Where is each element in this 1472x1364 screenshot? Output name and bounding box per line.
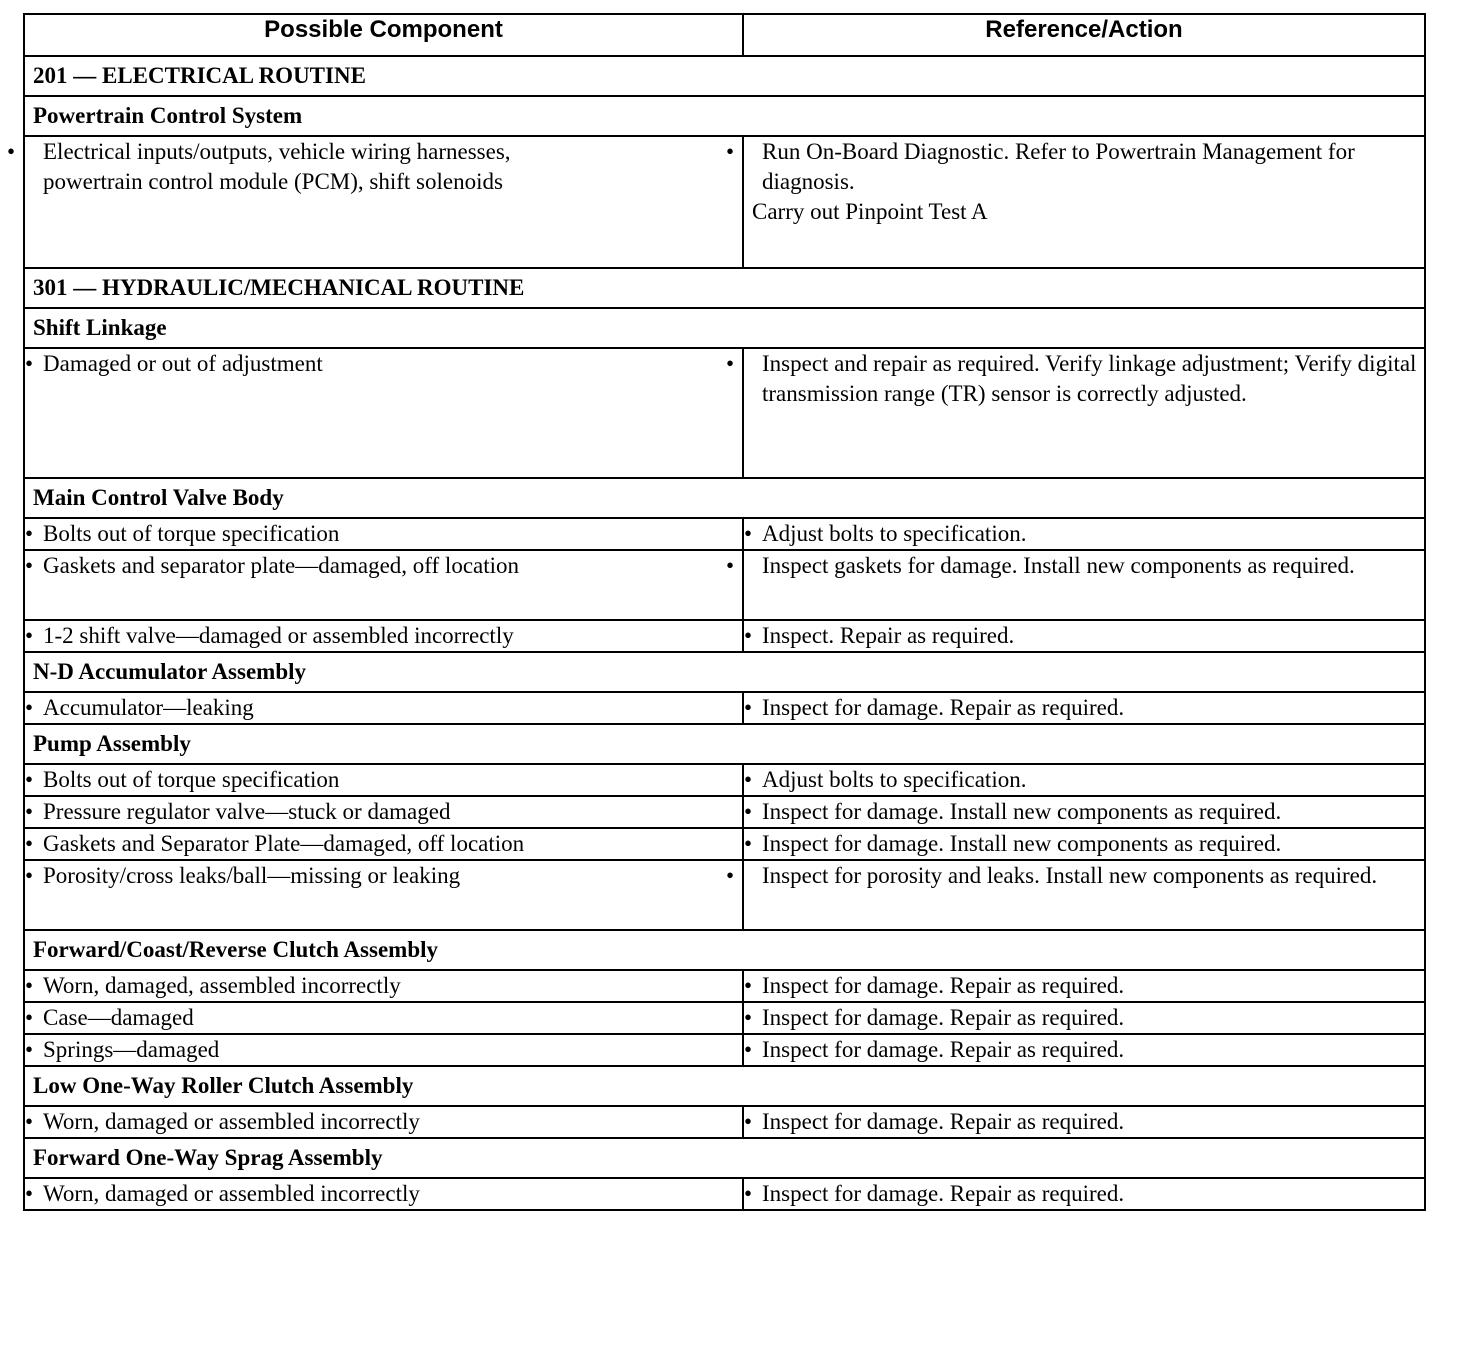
action-text: Inspect for damage. Repair as required. <box>762 1005 1125 1030</box>
action-text: Inspect for damage. Repair as required. <box>762 695 1125 720</box>
table-row <box>24 1178 1425 1210</box>
bullet: • <box>25 767 34 792</box>
component-text: Gaskets and Separator Plate—damaged, off location <box>43 831 525 856</box>
table-row <box>24 828 1425 860</box>
component-cell <box>24 692 743 724</box>
group-row <box>24 96 1425 136</box>
component-cell <box>24 828 743 860</box>
component-text: Worn, damaged or assembled incorrectly <box>43 1181 420 1206</box>
action-cell <box>743 1106 1425 1138</box>
component-cell <box>24 550 743 620</box>
action-cell <box>726 348 1425 478</box>
group-nd-accumulator-assembly: N-D Accumulator Assembly <box>24 652 1425 692</box>
bullet: • <box>25 1181 34 1206</box>
bullet: • <box>744 973 753 998</box>
group-powertrain-control-system: Powertrain Control System <box>24 96 1425 136</box>
group-row <box>24 478 1425 518</box>
bullet: • <box>726 553 735 578</box>
bullet: • <box>25 521 34 546</box>
group-row <box>24 652 1425 692</box>
component-cell <box>24 1002 743 1034</box>
component-text: Accumulator—leaking <box>43 695 254 720</box>
header-reference-action: Reference/Action <box>743 14 1425 56</box>
group-pump-assembly: Pump Assembly <box>24 724 1425 764</box>
group-forward-coast-reverse-clutch: Forward/Coast/Reverse Clutch Assembly <box>24 930 1425 970</box>
action-cell <box>726 550 1425 620</box>
action-text: Inspect for porosity and leaks. Install new components as required. <box>762 863 1378 888</box>
bullet: • <box>25 863 34 888</box>
group-shift-linkage: Shift Linkage <box>24 308 1425 348</box>
component-text: Gaskets and separator plate—damaged, off location <box>43 553 520 578</box>
table-row <box>24 620 1425 652</box>
bullet: • <box>744 1037 753 1062</box>
header-row <box>24 14 1425 56</box>
table-row <box>24 348 1425 478</box>
bullet: • <box>744 799 753 824</box>
action-text: Inspect for damage. Repair as required. <box>762 973 1125 998</box>
component-text: Springs—damaged <box>43 1037 220 1062</box>
group-row <box>24 930 1425 970</box>
table-row <box>24 136 1425 268</box>
group-main-control-valve-body: Main Control Valve Body <box>24 478 1425 518</box>
group-row <box>24 1066 1425 1106</box>
action-cell <box>743 796 1425 828</box>
header-possible-component: Possible Component <box>24 14 743 56</box>
action-text: Inspect for damage. Install new components as required. <box>762 799 1282 824</box>
component-cell <box>24 620 743 652</box>
bullet: • <box>25 1037 34 1062</box>
component-cell <box>24 1034 743 1066</box>
bullet: • <box>726 863 735 888</box>
action-cell <box>743 970 1425 1002</box>
action-text: Adjust bolts to specification. <box>762 521 1027 546</box>
table-row <box>24 796 1425 828</box>
table-row <box>24 970 1425 1002</box>
action-cell <box>743 1002 1425 1034</box>
action-text: Inspect gaskets for damage. Install new components as required. <box>762 553 1355 578</box>
bullet: • <box>25 553 34 578</box>
diagnosis-table <box>7 13 1426 1211</box>
action-cell <box>726 860 1425 930</box>
component-text: Porosity/cross leaks/ball—missing or leaking <box>43 863 461 888</box>
component-cell <box>24 796 743 828</box>
action-cell <box>743 1178 1425 1210</box>
component-cell <box>24 348 743 478</box>
bullet: • <box>744 1181 753 1206</box>
action-cell <box>743 828 1425 860</box>
action-cell <box>743 518 1425 550</box>
component-cell <box>24 1178 743 1210</box>
bullet: • <box>25 1109 34 1134</box>
bullet: • <box>25 973 34 998</box>
bullet: • <box>25 695 34 720</box>
bullet: • <box>744 767 753 792</box>
action-cell <box>743 620 1425 652</box>
action-text: Run On-Board Diagnostic. Refer to Powertrain Management for diagnosis. <box>762 139 1355 194</box>
bullet: • <box>726 139 735 164</box>
action-text: Inspect for damage. Repair as required. <box>762 1037 1125 1062</box>
group-low-one-way-roller-clutch: Low One-Way Roller Clutch Assembly <box>24 1066 1425 1106</box>
bullet: • <box>744 521 753 546</box>
action-cell <box>726 136 1425 268</box>
bullet: • <box>7 139 16 164</box>
section-row <box>24 56 1425 96</box>
component-text: Bolts out of torque specification <box>43 767 340 792</box>
component-text: Damaged or out of adjustment <box>43 351 323 376</box>
bullet: • <box>25 1005 34 1030</box>
group-forward-one-way-sprag: Forward One-Way Sprag Assembly <box>24 1138 1425 1178</box>
section-electrical-routine: 201 — ELECTRICAL ROUTINE <box>24 56 1425 96</box>
group-row <box>24 1138 1425 1178</box>
action-text: Carry out Pinpoint Test A <box>752 199 988 224</box>
bullet: • <box>744 695 753 720</box>
component-text: Electrical inputs/outputs, vehicle wiring harnesses, powertrain control module (PCM), shift solenoids <box>43 139 511 194</box>
action-cell <box>743 764 1425 796</box>
table-row <box>24 764 1425 796</box>
group-row <box>24 724 1425 764</box>
action-text: Inspect and repair as required. Verify linkage adjustment; Verify digital transmission range (TR) sensor is correctly adjusted. <box>762 351 1417 406</box>
table-row <box>24 692 1425 724</box>
component-cell <box>24 518 743 550</box>
component-text: Worn, damaged or assembled incorrectly <box>43 1109 420 1134</box>
component-text: Pressure regulator valve—stuck or damaged <box>43 799 451 824</box>
table-row <box>24 1002 1425 1034</box>
action-text: Inspect for damage. Repair as required. <box>762 1109 1125 1134</box>
section-row <box>24 268 1425 308</box>
component-cell <box>24 764 743 796</box>
component-text: Worn, damaged, assembled incorrectly <box>43 973 401 998</box>
table-row <box>24 1106 1425 1138</box>
action-text: Inspect for damage. Install new components as required. <box>762 831 1282 856</box>
group-row <box>24 308 1425 348</box>
bullet: • <box>25 831 34 856</box>
bullet: • <box>25 623 34 648</box>
component-cell <box>7 136 743 268</box>
table-row <box>24 518 1425 550</box>
component-cell <box>24 970 743 1002</box>
action-text: Adjust bolts to specification. <box>762 767 1027 792</box>
component-cell <box>24 860 743 930</box>
bullet: • <box>744 1109 753 1134</box>
table-row <box>24 550 1425 620</box>
action-text: Inspect. Repair as required. <box>762 623 1015 648</box>
component-cell <box>24 1106 743 1138</box>
table-row <box>24 860 1425 930</box>
bullet: • <box>25 799 34 824</box>
table-row <box>24 1034 1425 1066</box>
bullet: • <box>25 351 34 376</box>
component-text: Case—damaged <box>43 1005 194 1030</box>
bullet: • <box>744 1005 753 1030</box>
section-hydraulic-mechanical-routine: 301 — HYDRAULIC/MECHANICAL ROUTINE <box>24 268 1425 308</box>
action-cell <box>743 692 1425 724</box>
action-text: Inspect for damage. Repair as required. <box>762 1181 1125 1206</box>
action-cell <box>743 1034 1425 1066</box>
component-text: Bolts out of torque specification <box>43 521 340 546</box>
component-text: 1-2 shift valve—damaged or assembled incorrectly <box>43 623 514 648</box>
bullet: • <box>744 831 753 856</box>
bullet: • <box>744 623 753 648</box>
bullet: • <box>726 351 735 376</box>
